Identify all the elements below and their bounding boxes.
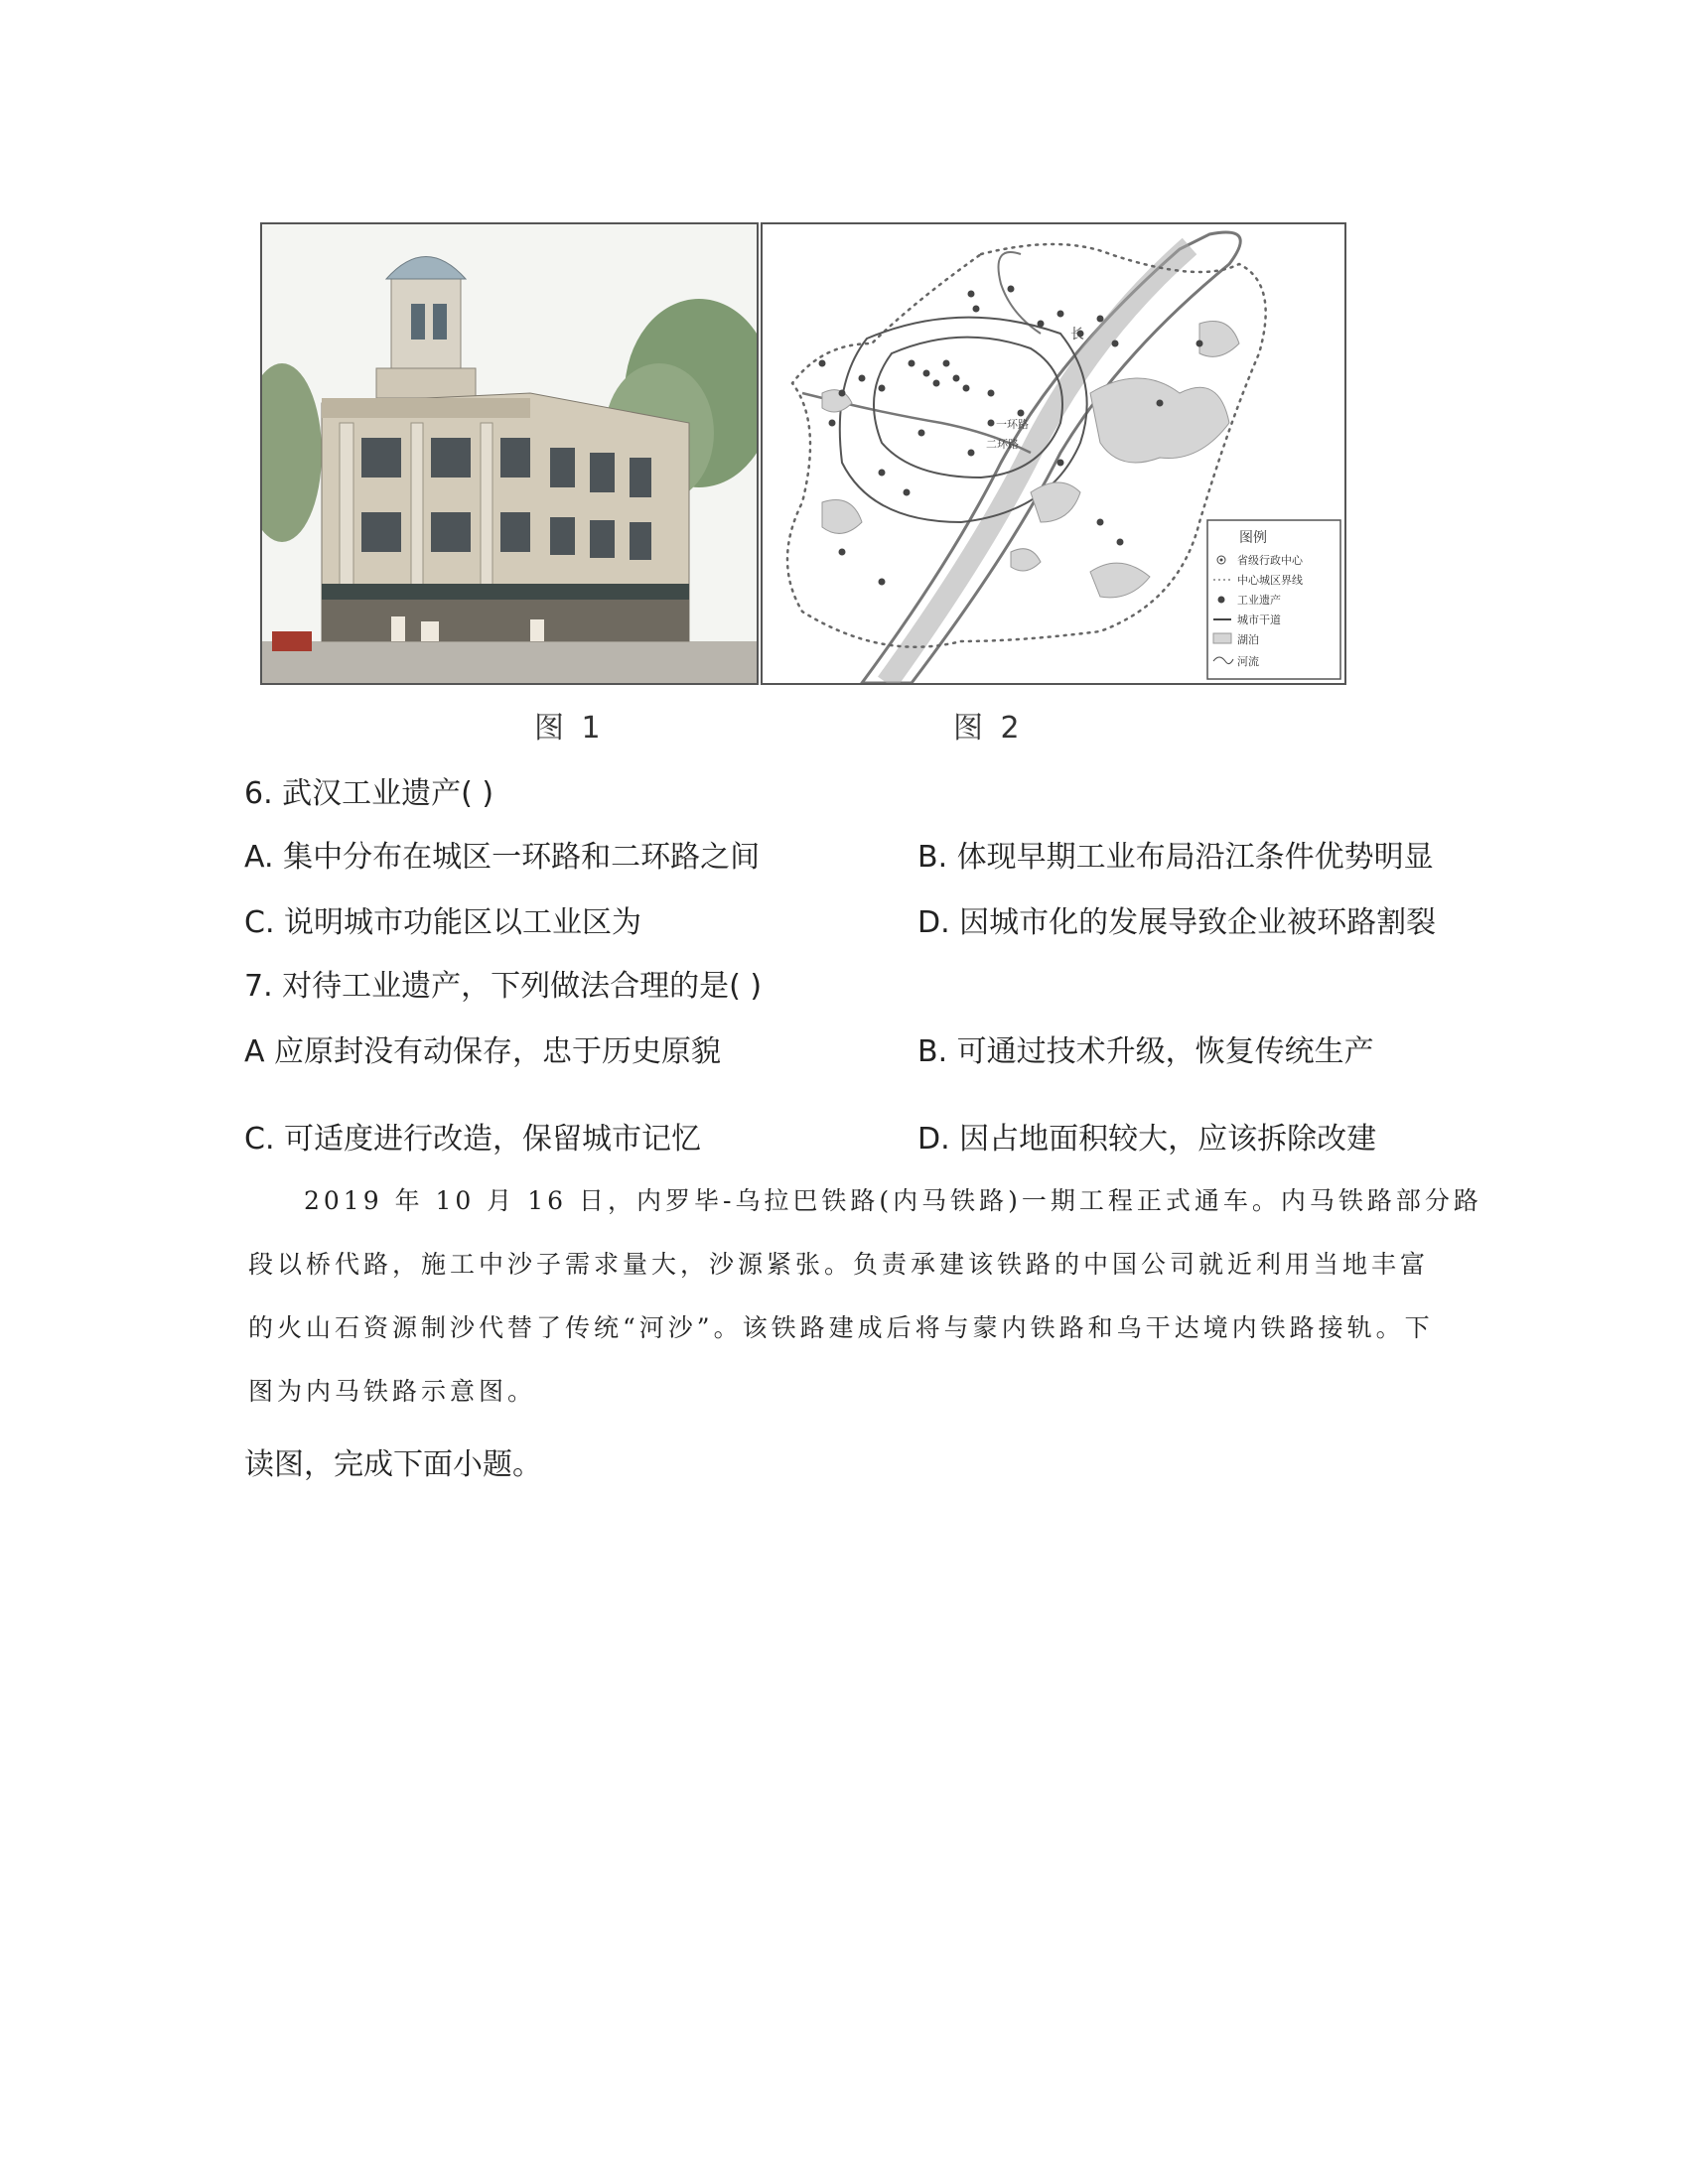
heritage-map: [761, 222, 1346, 685]
legend-item-capital: 省级行政中心: [1237, 554, 1303, 567]
building-photo: [260, 222, 759, 685]
river-yangtze: [862, 232, 1240, 683]
question-6-option-c[interactable]: C. 说明城市功能区以工业区为: [244, 905, 642, 940]
passage-line-2: 段以桥代路，施工中沙子需求量大，沙源紧张。负责承建该铁路的中国公司就近利用当地丰富: [248, 1250, 1430, 1279]
map-legend: [1207, 520, 1340, 679]
legend-item-lake: 湖泊: [1237, 633, 1259, 646]
legend-item-heritage: 工业遗产: [1237, 594, 1281, 607]
question-7-option-d[interactable]: D. 因占地面积较大，应该拆除改建: [917, 1122, 1377, 1157]
legend-item-boundary: 中心城区界线: [1237, 574, 1303, 587]
second-ring-label: 二环路: [986, 438, 1019, 451]
question-6-option-a[interactable]: A. 集中分布在城区一环路和二环路之间: [244, 840, 761, 875]
heritage-map-illustration: [763, 224, 1344, 683]
question-7-stem: 7. 对待工业遗产，下列做法合理的是( ): [244, 969, 763, 1004]
question-6-stem: 6. 武汉工业遗产( ): [244, 776, 494, 811]
reading-instruction: 读图，完成下面小题。: [244, 1447, 542, 1482]
question-7-option-b[interactable]: B. 可通过技术升级，恢复传统生产: [917, 1034, 1374, 1069]
legend-heritage-icon: [1218, 597, 1225, 604]
building-photo-illustration: [262, 224, 757, 683]
passage-line-1: 2019 年 10 月 16 日，内罗毕-乌拉巴铁路(内马铁路)一期工程正式通车。内马铁路部分路: [304, 1186, 1482, 1215]
passage-line-3: 的火山石资源制沙代替了传统“河沙”。该铁路建成后将与蒙内铁路和乌干达境内铁路接轨。下: [248, 1313, 1434, 1342]
figure-1-caption: 图 1: [534, 711, 605, 746]
figure-2-caption: 图 2: [953, 711, 1024, 746]
legend-item-road: 城市干道: [1237, 614, 1281, 626]
question-7-option-c[interactable]: C. 可适度进行改造，保留城市记忆: [244, 1122, 702, 1157]
legend-lake-icon: [1213, 633, 1231, 643]
question-6-option-d[interactable]: D. 因城市化的发展导致企业被环路割裂: [917, 905, 1437, 940]
question-6-option-b[interactable]: B. 体现早期工业布局沿江条件优势明显: [917, 840, 1434, 875]
legend-title: 图例: [1239, 530, 1267, 546]
passage-line-4: 图为内马铁路示意图。: [248, 1377, 537, 1406]
legend-item-river: 河流: [1237, 655, 1259, 668]
first-ring-label: 一环路: [996, 418, 1029, 431]
river-label: 长: [1070, 327, 1084, 342]
question-7-option-a[interactable]: A 应原封没有动保存，忠于历史原貌: [244, 1034, 722, 1069]
